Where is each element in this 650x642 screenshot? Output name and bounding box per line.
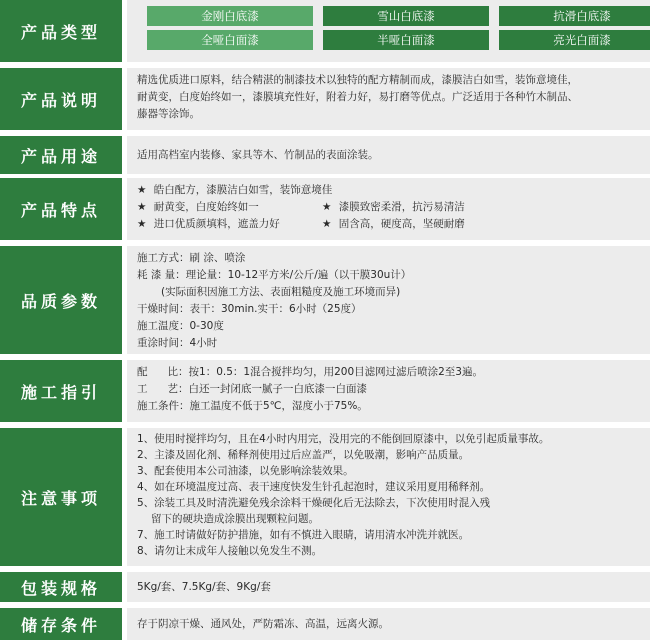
- feature-text: 皓白配方，漆膜洁白如雪，装饰意境佳: [153, 184, 333, 196]
- storage-content: [127, 608, 650, 640]
- quality-line: 重涂时间：4小时: [137, 337, 218, 349]
- feature-text: 耐黄变，白度始终如一: [153, 201, 259, 213]
- product-types-row: [0, 0, 650, 62]
- packaging-row: [0, 572, 650, 602]
- usage-label: 产品用途: [0, 136, 122, 174]
- usage-row: [0, 136, 650, 174]
- guide-label: 施工指引: [0, 360, 122, 422]
- description-content: [127, 68, 650, 130]
- usage-text: 适用高档室内装修、家具等木、竹制品的表面涂装。: [137, 148, 379, 161]
- note-line: 2、主漆及固化剂、稀释剂使用过后应盖严，以免吸潮，影响产品质量。: [137, 449, 470, 461]
- usage-content: [127, 136, 650, 174]
- note-line: 留下的硬块造成涂膜出现颗粒问题。: [151, 513, 319, 525]
- quality-content: [127, 246, 650, 354]
- note-line: 4、如在环境温度过高、表干速度快发生针孔起泡时，建议采用夏用稀释剂。: [137, 481, 491, 493]
- packaging-label: 包装规格: [0, 572, 122, 602]
- star-icon: ★: [137, 218, 147, 230]
- description-line: 耐黄变，白度始终如一，漆膜填充性好，附着力好，易打磨等优点。广泛适用于各种竹木制品、: [137, 91, 578, 103]
- feature-text: 漆膜致密柔滑，抗污易清洁: [338, 201, 465, 213]
- feature-item: [322, 216, 582, 233]
- product-types-content: [127, 0, 650, 62]
- type-item: 亮光白面漆: [499, 30, 650, 50]
- note-line: 5、涂装工具及时清洗避免残余涂料干燥硬化后无法除去，下次使用时混入残: [137, 497, 491, 509]
- guide-content: [127, 360, 650, 422]
- feature-text: 进口优质颜填料，遮盖力好: [153, 218, 280, 230]
- guide-line: 施工条件：施工温度不低于5℃，湿度小于75%。: [137, 400, 368, 412]
- description-row: [0, 68, 650, 130]
- packaging-content: [127, 572, 650, 602]
- storage-text: 存于阴凉干燥、通风处，严防霜冻、高温，远离火源。: [137, 617, 389, 630]
- star-icon: ★: [137, 201, 147, 213]
- feature-item: [137, 216, 322, 233]
- description-line: 精选优质进口原料，结合精湛的制漆技术以独特的配方精制而成，漆膜洁白如雪，装饰意境佳，: [137, 74, 578, 86]
- guide-line: 配 比：按1：0.5：1混合搅拌均匀，用200目滤网过滤后喷涂2至3遍。: [137, 366, 483, 378]
- packaging-text: 5Kg/套、7.5Kg/套、9Kg/套: [137, 580, 271, 593]
- feature-item: [137, 182, 640, 199]
- feature-item: [322, 199, 582, 216]
- quality-line: 施工温度：0-30度: [137, 320, 224, 332]
- notes-content: [127, 428, 650, 566]
- star-icon: ★: [322, 218, 332, 230]
- feature-grid: [137, 199, 640, 233]
- star-icon: ★: [137, 184, 147, 196]
- quality-row: [0, 246, 650, 354]
- note-line: 3、配套使用本公司油漆，以免影响涂装效果。: [137, 465, 354, 477]
- notes-label: 注意事项: [0, 428, 122, 566]
- quality-line: (实际面积因施工方法、表面粗糙度及施工环境而异): [161, 286, 401, 298]
- quality-line: 施工方式：刷 涂、喷涂: [137, 252, 246, 264]
- feature-text: 固含高，硬度高，坚硬耐磨: [338, 218, 465, 230]
- notes-row: [0, 428, 650, 566]
- quality-line: 耗 漆 量：理论量：10-12平方米/公斤/遍（以干膜30u计）: [137, 269, 412, 281]
- quality-line: 干燥时间：表干：30min.实干：6小时（25度）: [137, 303, 362, 315]
- features-row: [0, 178, 650, 240]
- storage-label: 储存条件: [0, 608, 122, 640]
- quality-label: 品质参数: [0, 246, 122, 354]
- product-types-grid: [127, 0, 650, 50]
- note-line: 8、请勿让末成年人接触以免发生不测。: [137, 545, 323, 557]
- type-item: 抗滑白底漆: [499, 6, 650, 26]
- type-item: 雪山白底漆: [323, 6, 489, 26]
- guide-line: 工 艺：白还一封闭底一腻子一白底漆一白面漆: [137, 383, 368, 395]
- type-item: 金刚白底漆: [147, 6, 313, 26]
- type-item: 全哑白面漆: [147, 30, 313, 50]
- star-icon: ★: [322, 201, 332, 213]
- feature-item: [137, 199, 322, 216]
- product-types-label: 产品类型: [0, 0, 122, 62]
- description-label: 产品说明: [0, 68, 122, 130]
- type-item: 半哑白面漆: [323, 30, 489, 50]
- note-line: 7、施工时请做好防护措施，如有不慎进入眼睛，请用清水冲洗并就医。: [137, 529, 470, 541]
- features-label: 产品特点: [0, 178, 122, 240]
- storage-row: [0, 608, 650, 640]
- features-content: [127, 178, 650, 240]
- guide-row: [0, 360, 650, 422]
- note-line: 1、使用时搅拌均匀，且在4小时内用完，没用完的不能倒回原漆中，以免引起质量事故。: [137, 433, 550, 445]
- description-line: 藤器等涂饰。: [137, 108, 200, 120]
